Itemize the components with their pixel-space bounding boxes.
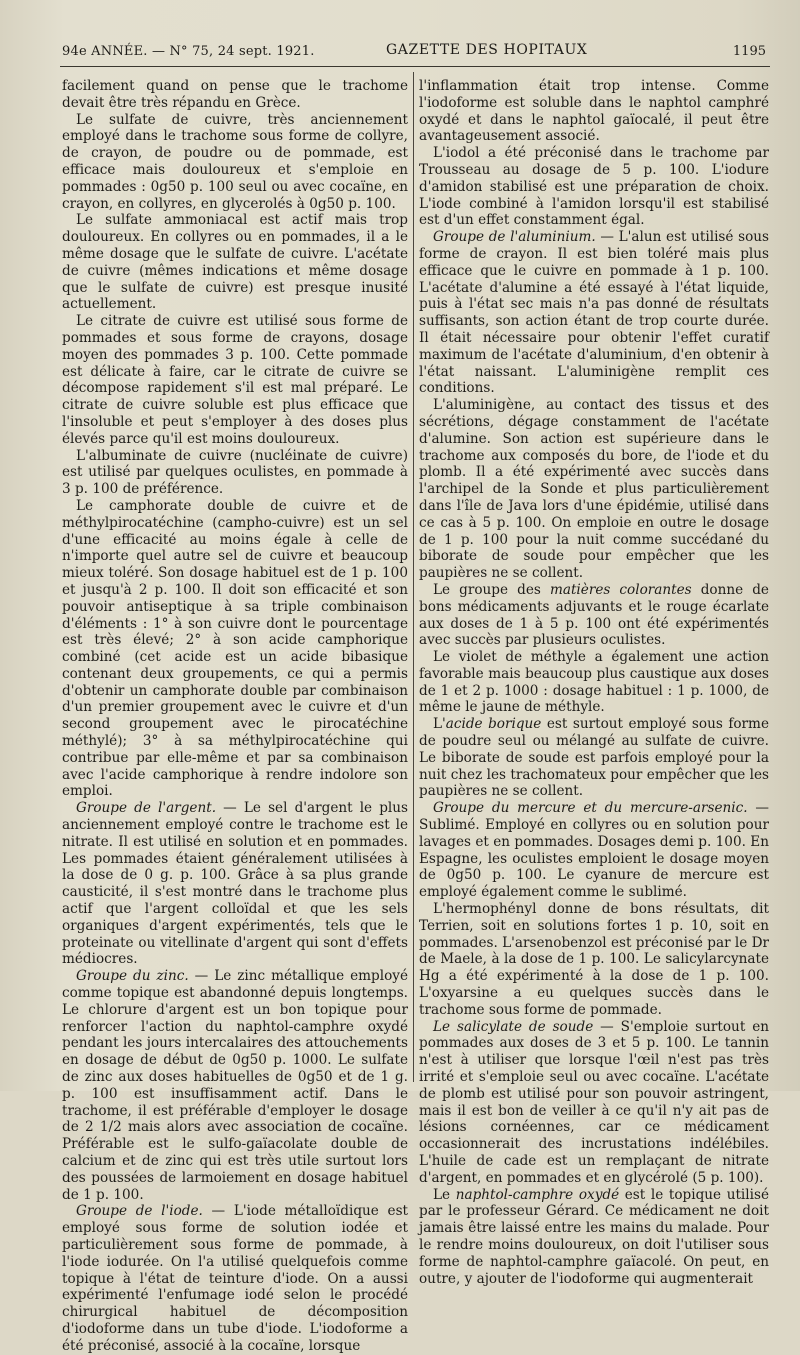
paragraph — [419, 1187, 769, 1288]
paragraph-text: Le camphorate double de cuivre et de méthylpirocatéchine (campho-cuivre) est un sel d'une efficacité au moins égale à celle de n'importe quel autre sel de cuivre et beaucoup mieux toléré. Son dosage habituel est de 1 p. 100 et jusqu'à 2 p. 100. Il doit son efficacité et son pouvoir antiseptique à sa triple combinaison d'éléments : 1° à son cuivre dont le pourcentage est très élevé; 2° à son acide camphorique combiné (cet acide est un acide bibasique contenant deux groupements, ce qui a permis d'obtenir un camphorate double par combinaison d'un premier groupement avec le cuivre et d'un second groupement avec le pirocatéchine méthylé); 3° à sa méthylpirocatéchine qui contribue par elle-même et par sa combinaison avec l'acide camphorique à rendre indolore son emploi. — [62, 497, 408, 800]
right-column — [419, 78, 769, 1287]
paragraph-text: Le sulfate de cuivre, très anciennement employé dans le trachome sous forme de collyre, de crayon, de poudre ou de pommade, est efficace mais douloureux et s'emploie en pommades : 0g50 p. 100 seul ou avec cocaïne, en crayon, en collyres, en glycerolés à 0g50 p. 100. — [62, 111, 408, 212]
paragraph — [419, 229, 769, 397]
paragraph — [62, 78, 408, 112]
paragraph-text: Le violet de méthyle a également une action favorable mais beaucoup plus caustique aux doses de 1 et 2 p. 1000 : dosage habituel : 1 p. 1000, de même le jaune de méthyle. — [419, 649, 769, 716]
column-divider — [413, 72, 414, 1082]
paragraph — [62, 313, 408, 447]
paragraph-text: facilement quand on pense que le trachome devait être très répandu en Grèce. — [62, 78, 408, 111]
paragraph — [419, 1019, 769, 1187]
paragraph-text: — Sublimé. Employé en collyres ou en solution pour lavages et en pommades. Dosages demi p. 100. En Espagne, les oculistes emploient le dosage moyen de 0g50 p. 100. Le cyanure de mercure est employé également comme le sublimé. — [419, 800, 770, 901]
paragraph-text: donne de bons médicaments adjuvants et le rouge écarlate aux doses de 1 à 5 p. 100 ont été expérimentés avec succès par plusieurs oculistes. — [419, 581, 769, 649]
section-lead: Le salicylate de soude — [433, 1018, 594, 1035]
paragraph — [419, 716, 769, 800]
paragraph-text: — L'iode métalloïdique est employé sous forme de solution iodée et particulièrement sous forme de pommade, à l'iode iodurée. On l'a utilisé quelquefois comme topique à l'état de teinture d'iode. On a aussi expérimenté l'enfumage iodé selon le procédé chirurgical habituel de décomposition d'iodoforme dans un tube d'iode. L'iodoforme a été préconisé, associé à la cocaïne, lorsque — [62, 1203, 409, 1354]
paragraph — [62, 800, 408, 968]
paragraph — [419, 145, 769, 229]
paragraph-text: — L'alun est utilisé sous forme de crayon. Il est bien toléré mais plus efficace que le cuivre en pommade à 1 p. 100. L'acétate d'alumine a été essayé à l'état liquide, puis à l'état sec mais n'a pas donné de résultats suffisants, son action étant de trop courte durée. Il était nécessaire pour obtenir l'effet curatif maximum de l'acétate d'aluminium, d'en obtenir à l'état naissant. L'aluminigène remplit ces conditions. — [419, 229, 769, 397]
section-lead: Groupe de l'iode. — [76, 1203, 203, 1220]
section-lead: naphtol-camphre oxydé — [455, 1186, 620, 1203]
paragraph-prefix: L' — [433, 716, 446, 733]
paragraph — [62, 212, 408, 313]
paragraph — [62, 498, 408, 800]
paragraph-text: — S'emploie surtout en pommades aux doses de 3 et 5 p. 100. Le tannin n'est à utiliser que lorsque l'œil n'est pas très irrité et s'emploie seul ou avec cocaïne. L'acétate de plomb est utilisé pour son pouvoir astringent, mais il est bon de veiller à ce qu'il n'y ait pas de lésions cornéennes, car ce médicament occasionnerait des incrustations indélébiles. L'huile de cade est un remplaçant de nitrate d'argent, en pommades et en glycérolé (5 p. 100). — [419, 1018, 769, 1186]
section-lead: Groupe du mercure et du mercure-arsenic. — [433, 800, 748, 817]
paragraph — [419, 582, 769, 649]
section-lead: matières colorantes — [549, 581, 692, 598]
paragraph-text: Le citrate de cuivre est utilisé sous forme de pommades et sous forme de crayons, dosage moyen des pommades 3 p. 100. Cette pommade est délicate à faire, car le citrate de cuivre se décompose rapidement s'il est mal préparé. Le citrate de cuivre soluble est plus efficace que l'insoluble et peut s'employer à des doses plus élevés parce qu'il est moins douloureux. — [62, 313, 408, 447]
paragraph-text: l'inflammation était trop intense. Comme l'iodoforme est soluble dans le naphtol camphré oxydé et dans le naphtol gaïocalé, il peut être avantageusement associé. — [419, 78, 769, 145]
paragraph — [62, 448, 408, 498]
paragraph-text: Le sulfate ammoniacal est actif mais trop douloureux. En collyres ou en pommades, il a le même dosage que le sulfate de cuivre. L'acétate de cuivre (mêmes indications et même dosage que le sulfate de cuivre) est presque inusité actuellement. — [62, 212, 408, 313]
section-lead: Groupe de l'argent. — [76, 800, 217, 817]
paragraph — [62, 112, 408, 213]
paragraph-text: est surtout employé sous forme de poudre seul ou mélangé au sulfate de cuivre. Le biborate de soude est parfois employé pour la nuit chez les trachomateux pour empêcher que les paupières ne se collent. — [419, 716, 769, 800]
paragraph-text: — Le zinc métallique employé comme topique est abandonné depuis longtemps. Le chlorure d'argent est un bon topique pour renforcer l'action du naphtol-camphre oxydé pendant les jours intercalaires des attouchements en dosage de début de 0g50 p. 1000. Le sulfate de zinc aux doses habituelles de 0g50 et de 1 g. p. 100 est insuffisamment actif. Dans le trachome, il est préférable d'employer le dosage de 2 1/2 mais alors avec association de cocaïne. Préférable est le sulfo-gaïacolate double de calcium et de zinc qui est très utile surtout lors des poussées de larmoiement en dosage habituel de 1 p. 100. — [62, 968, 409, 1203]
section-lead: Groupe de l'aluminium. — [433, 229, 596, 246]
section-lead: acide borique — [445, 716, 542, 733]
paragraph — [419, 78, 769, 145]
paragraph-text: L'hermophényl donne de bons résultats, dit Terrien, soit en solutions fortes 1 p. 10, soit en pommades. L'arsenobenzol est préconisé par le Dr de Maele, à la dose de 1 p. 100. Le salicylarcynate Hg a été expérimenté à la dose de 1 p. 100. L'oxyarsine a eu quelques succès dans le trachome sous forme de pommade. — [419, 901, 770, 1018]
running-head — [60, 40, 770, 64]
paragraph — [419, 800, 769, 901]
issue-info: 94e ANNÉE. — N° 75, 24 sept. 1921. — [62, 44, 315, 59]
paragraph — [419, 649, 769, 716]
paragraph-prefix: Le groupe des — [433, 581, 550, 598]
paragraph-text: L'aluminigène, au contact des tissus et des sécrétions, dégage constamment de l'acétate d'alumine. Son action est supérieure dans le trachome aux composés du bore, de l'iode et du plomb. Il a été expérimenté avec succès dans l'archipel de la Sonde et plus particulièrement dans l'île de Java lors d'une épidémie, utilisé dans ce cas à 5 p. 100. On emploie en outre le dosage de 1 p. 100 pour la nuit comme succédané du biborate de soude pour empêcher que les paupières ne se collent. — [419, 397, 769, 582]
section-lead: Groupe du zinc. — [76, 968, 189, 985]
paragraph — [419, 397, 769, 582]
paragraph — [419, 901, 769, 1019]
paragraph-text: L'iodol a été préconisé dans le trachome par Trousseau au dosage de 5 p. 100. L'iodure d'amidon stabilisé est une préparation de choix. L'iode combiné à l'amidon lorsqu'il est stabilisé est d'un effet constamment égal. — [419, 145, 769, 229]
paragraph-text: L'albuminate de cuivre (nucléinate de cuivre) est utilisé par quelques oculistes, en pommade à 3 p. 100 de préférence. — [62, 447, 408, 498]
journal-title: GAZETTE DES HOPITAUX — [386, 42, 588, 58]
paragraph-text: est le topique utilisé par le professeur Gérard. Ce médicament ne doit jamais être laissé entre les mains du malade. Pour le rendre moins douloureux, on doit l'utiliser sous forme de naphtol-camphre gaïacolé. On peut, en outre, y ajouter de l'iodoforme qui augmenterait — [419, 1186, 769, 1287]
left-column — [62, 78, 408, 1355]
paragraph-text: — Le sel d'argent le plus anciennement employé contre le trachome est le nitrate. Il est utilisé en solution et en pommades. Les pommades étaient généralement utilisées à la dose de 0 g. p. 100. Grâce à sa plus grande causticité, il s'est montré dans le trachome plus actif que l'argent colloïdal et que les sels organiques d'argent expérimentés, tels que le proteinate ou vitellinate d'argent qui sont d'effets médiocres. — [62, 800, 409, 968]
paragraph — [62, 968, 408, 1203]
paragraph-prefix: Le — [433, 1186, 456, 1203]
header-rule — [60, 66, 770, 67]
paragraph — [62, 1203, 408, 1354]
page-number: 1195 — [732, 44, 766, 59]
